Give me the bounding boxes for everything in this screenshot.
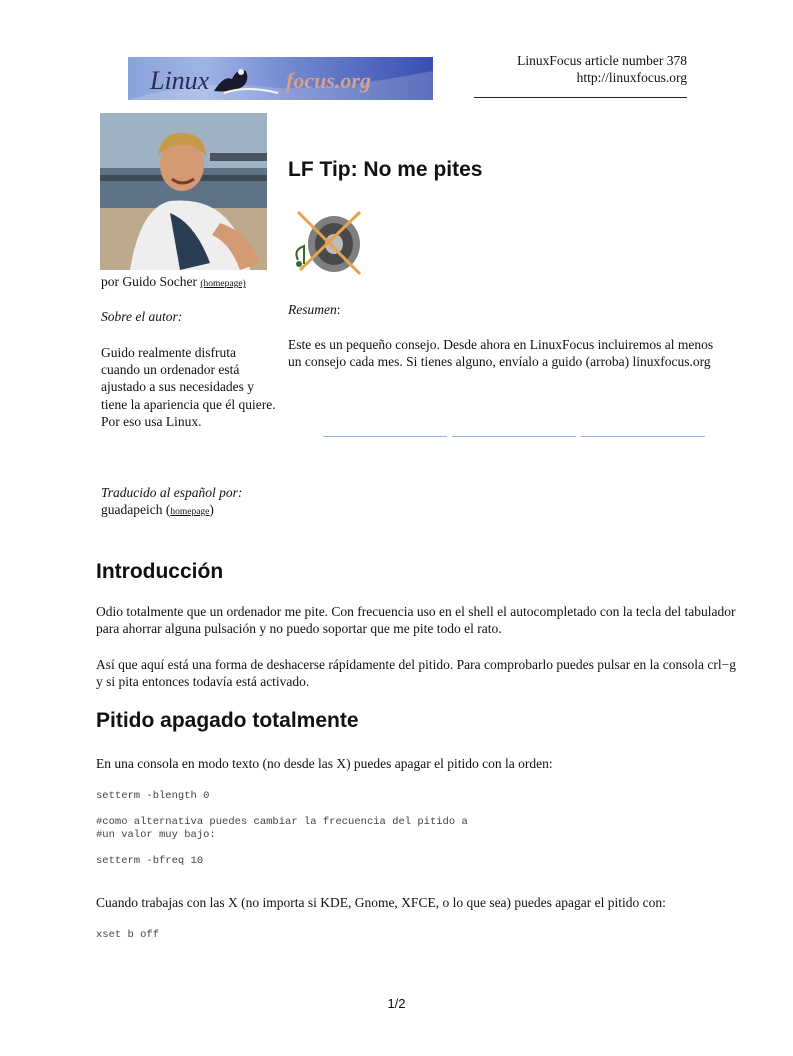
logo-text-left: Linux — [150, 66, 210, 95]
translator-line — [101, 502, 214, 518]
muted-speaker-icon — [290, 206, 366, 278]
translator-paren-close: ) — [209, 502, 214, 517]
header-divider — [474, 97, 687, 98]
author-photo — [100, 113, 267, 270]
linuxfocus-logo[interactable] — [128, 57, 433, 100]
section-title-intro: Introducción — [96, 560, 224, 583]
summary-text: Este es un pequeño consejo. Desde ahora en LinuxFocus incluiremos al menos un consejo cada mes. Si tienes alguno, envíalo a guido (arroba) linuxfocus.org — [288, 337, 714, 370]
code-block-setterm: setterm -blength 0 #como alternativa puedes cambiar la frecuencia del pitido a #un valor muy bajo: setterm -bfreq 10 — [96, 790, 468, 867]
intro-paragraph-1: Odio totalmente que un ordenador me pite. Con frecuencia uso en el shell el autocompletado con la tecla del tabulador para ahorrar alguna pulsación y no puedo soportar que me pite todo el rato. — [96, 604, 736, 637]
code-block-xset: xset b off — [96, 929, 160, 941]
about-author-heading: Sobre el autor: — [101, 309, 183, 324]
translator-paren-open: ( — [162, 502, 171, 517]
article-number: LinuxFocus article number 378 — [517, 53, 687, 68]
summary-heading-colon: : — [336, 302, 341, 317]
translator-homepage-link[interactable]: homepage — [170, 507, 210, 517]
intro-paragraph-2: Así que aquí está una forma de deshacerse rápidamente del pitido. Para comprobarlo puedes pulsar en la consola crl−g y si pita entonces todavía está activado. — [96, 657, 737, 690]
translator-heading: Traducido al español por: — [101, 485, 243, 500]
author-homepage-link[interactable]: (homepage) — [200, 279, 246, 289]
beep-off-paragraph-1: En una consola en modo texto (no desde las X) puedes apagar el pitido con la orden: — [96, 756, 553, 771]
logo-text-right: focus.org — [286, 68, 371, 93]
divider-segment — [452, 436, 576, 437]
author-byline — [101, 273, 276, 293]
beep-off-paragraph-2: Cuando trabajas con las X (no importa si KDE, Gnome, XFCE, o lo que sea) puedes apagar el pitido con: — [96, 895, 666, 910]
site-url[interactable]: http://linuxfocus.org — [576, 70, 687, 85]
divider-segment — [323, 436, 447, 437]
article-header — [517, 52, 687, 86]
summary-heading — [288, 302, 341, 318]
about-author-text: Guido realmente disfruta cuando un ordenador está ajustado a sus necesidades y tiene la apariencia que él quiere. Por eso usa Linux. — [101, 345, 276, 429]
article-title: LF Tip: No me pites — [288, 158, 483, 181]
section-title-beep-off: Pitido apagado totalmente — [96, 709, 359, 732]
translator-name: guadapeich — [101, 502, 163, 517]
author-name: por Guido Socher — [101, 274, 197, 289]
divider-segment — [581, 436, 705, 437]
summary-divider — [323, 436, 705, 437]
page-number: 1/2 — [387, 996, 406, 1011]
summary-heading-text: Resumen — [288, 302, 337, 317]
